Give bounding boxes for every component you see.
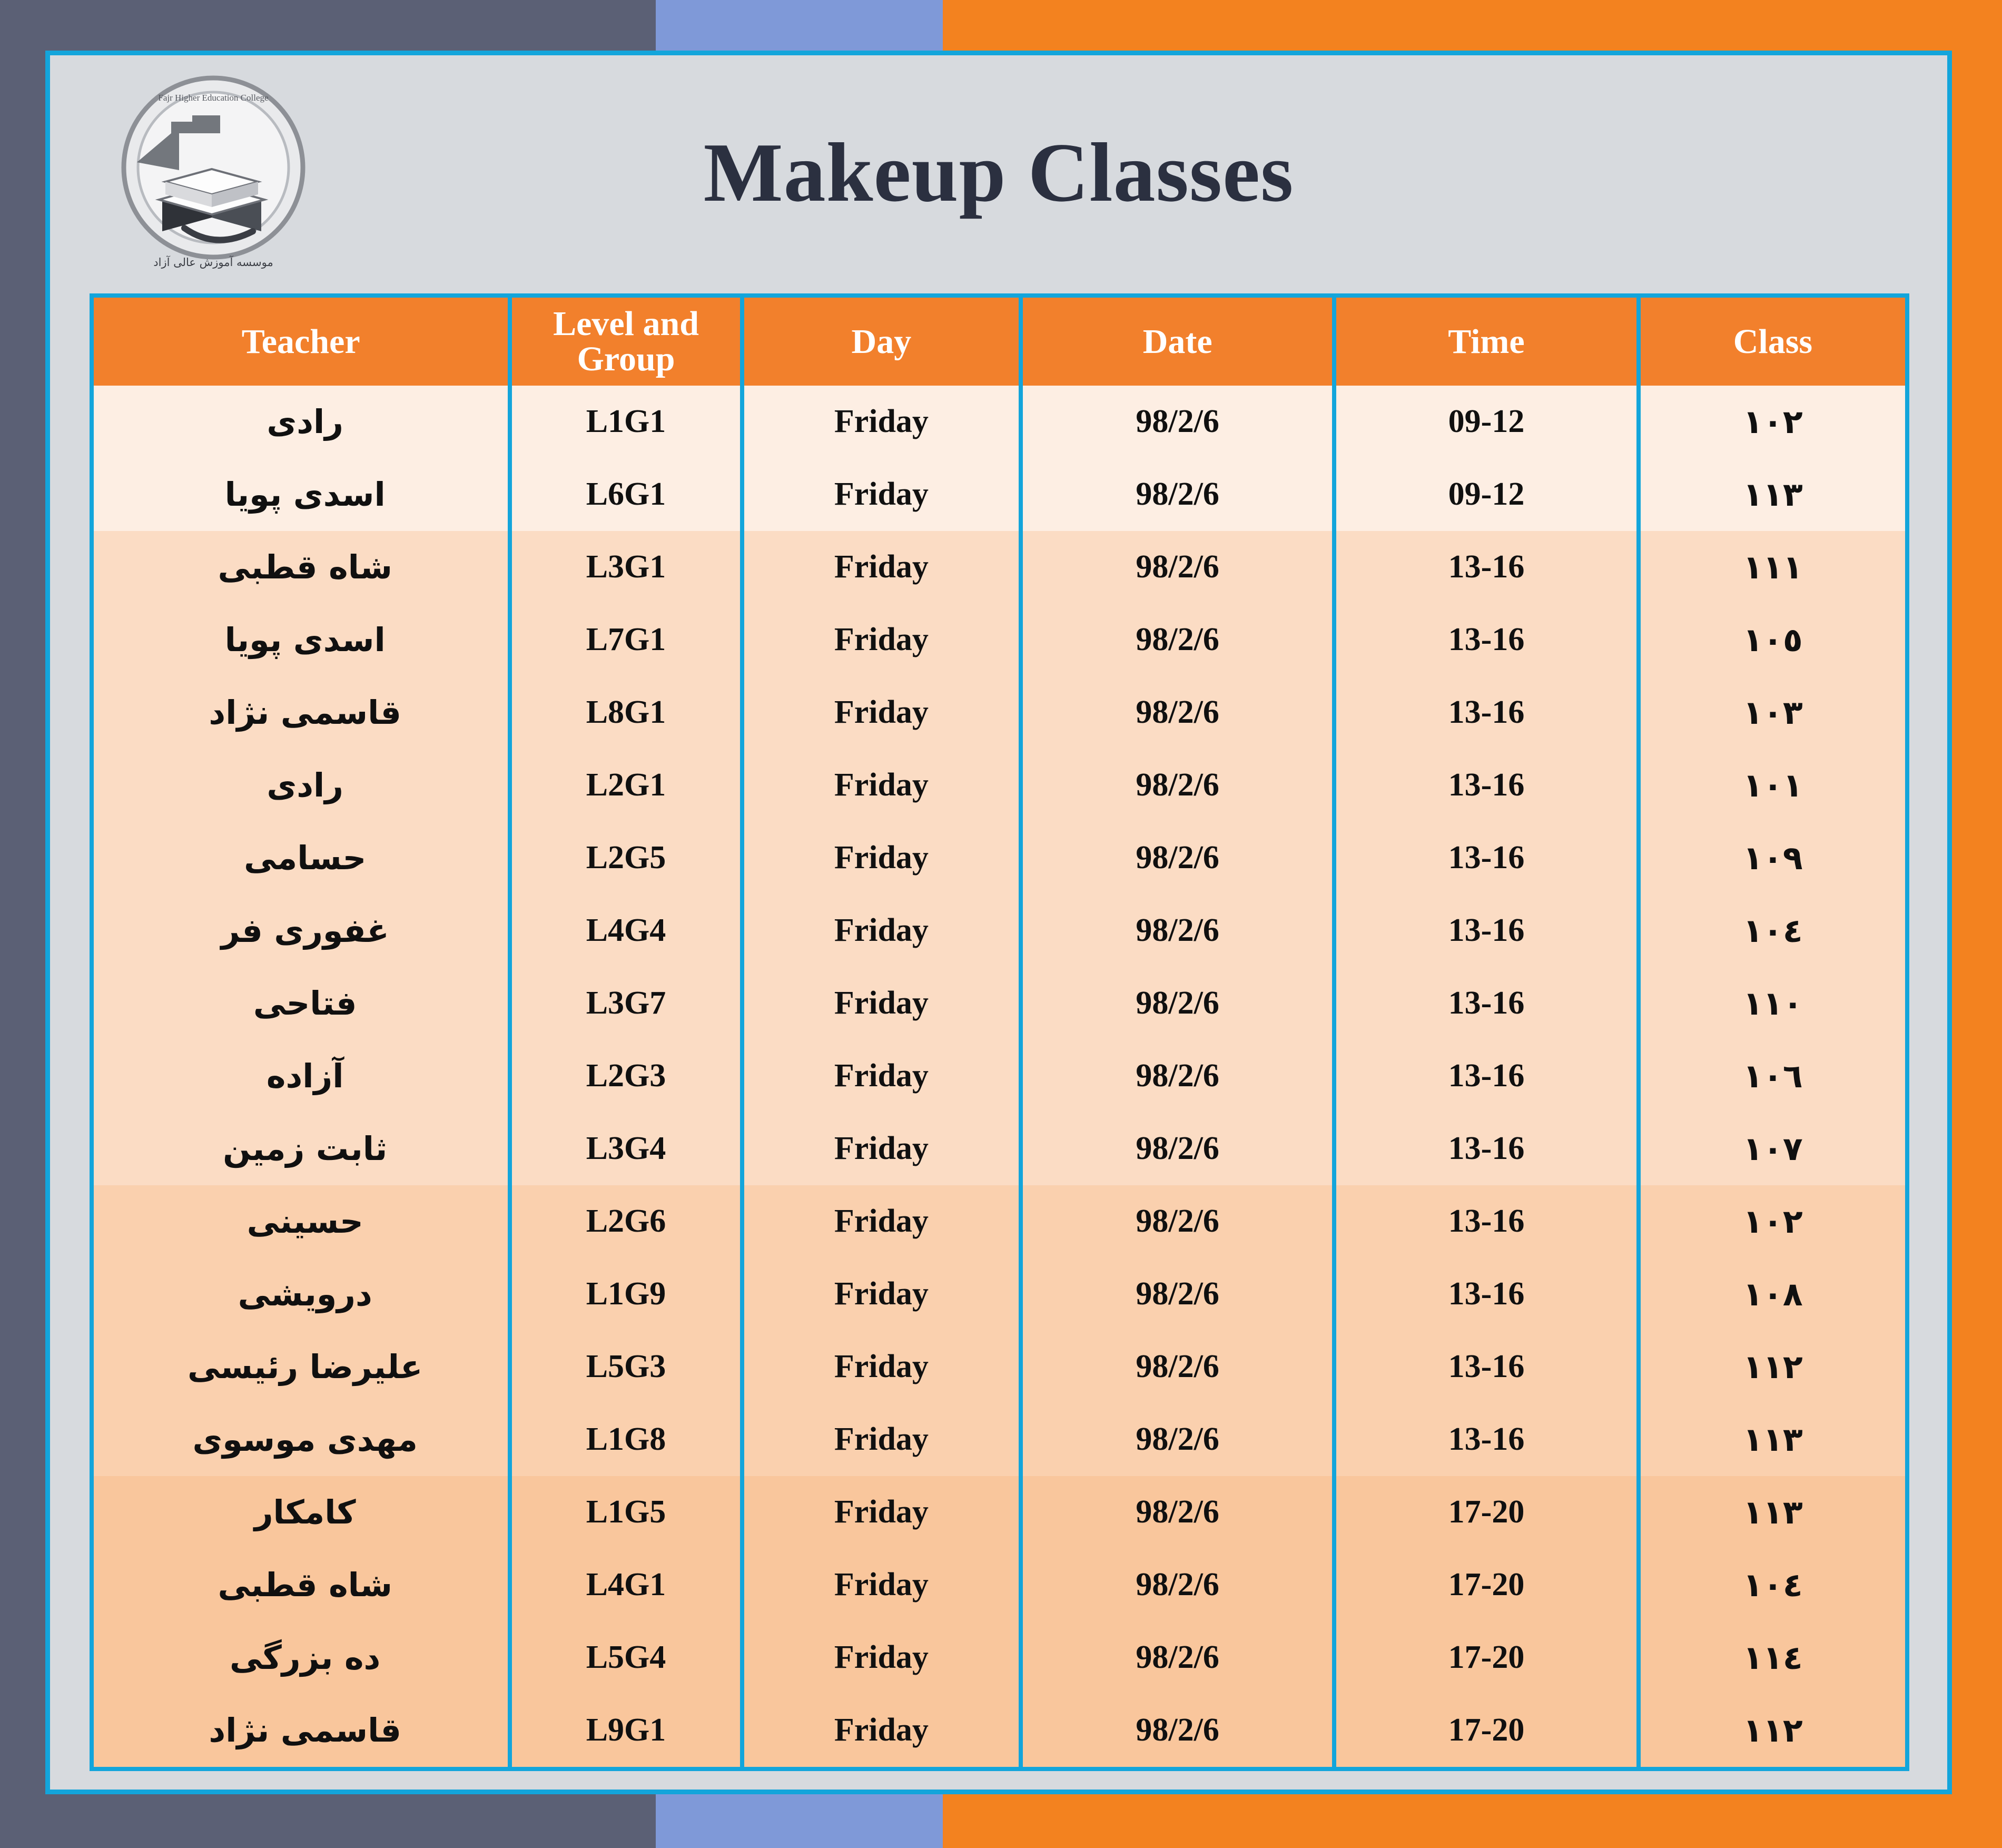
cell-teacher: حسینی: [94, 1185, 512, 1258]
cell-class: ١٠٢: [1641, 386, 1905, 458]
cell-class: ١١١: [1641, 531, 1905, 604]
cell-time: 13-16: [1336, 1258, 1641, 1331]
cell-date: 98/2/6: [1023, 458, 1336, 531]
page-title: Makeup Classes: [703, 125, 1294, 219]
cell-time: 13-16: [1336, 1113, 1641, 1185]
cell-day: Friday: [744, 1258, 1023, 1331]
cell-level-group: L1G5: [512, 1476, 744, 1549]
column-header-class: Class: [1641, 298, 1905, 386]
column-header-day: Day: [744, 298, 1023, 386]
cell-date: 98/2/6: [1023, 531, 1336, 604]
cell-day: Friday: [744, 967, 1023, 1040]
table-row: [94, 894, 1905, 967]
cell-day: Friday: [744, 458, 1023, 531]
cell-time: 13-16: [1336, 822, 1641, 894]
cell-class: ١١٣: [1641, 1403, 1905, 1476]
cell-day: Friday: [744, 894, 1023, 967]
svg-text:موسسه آموزش عالی آزاد: موسسه آموزش عالی آزاد: [153, 256, 273, 269]
cell-level-group: L4G1: [512, 1549, 744, 1621]
svg-text:Fajr Higher Education College: Fajr Higher Education College: [158, 93, 269, 103]
table-row: [94, 1476, 1905, 1549]
cell-time: 17-20: [1336, 1476, 1641, 1549]
cell-date: 98/2/6: [1023, 1185, 1336, 1258]
cell-date: 98/2/6: [1023, 1621, 1336, 1694]
cell-class: ١١٢: [1641, 1694, 1905, 1767]
cell-date: 98/2/6: [1023, 1476, 1336, 1549]
cell-class: ١٠١: [1641, 749, 1905, 822]
cell-teacher: درویشی: [94, 1258, 512, 1331]
cell-teacher: رادی: [94, 386, 512, 458]
column-header-teacher: Teacher: [94, 298, 512, 386]
cell-class: ١٠٢: [1641, 1185, 1905, 1258]
cell-date: 98/2/6: [1023, 386, 1336, 458]
table-row: [94, 1549, 1905, 1621]
cell-date: 98/2/6: [1023, 1113, 1336, 1185]
table-row: [94, 1694, 1905, 1767]
cell-day: Friday: [744, 386, 1023, 458]
cell-day: Friday: [744, 1113, 1023, 1185]
cell-class: ١١٠: [1641, 967, 1905, 1040]
cell-level-group: L6G1: [512, 458, 744, 531]
cell-class: ١٠٧: [1641, 1113, 1905, 1185]
table-row: [94, 1331, 1905, 1403]
cell-class: ١١٣: [1641, 458, 1905, 531]
cell-teacher: فتاحی: [94, 967, 512, 1040]
cell-teacher: آزاده: [94, 1040, 512, 1113]
cell-class: ١١٣: [1641, 1476, 1905, 1549]
schedule-table: [90, 293, 1909, 1771]
cell-time: 13-16: [1336, 894, 1641, 967]
table-row: [94, 822, 1905, 894]
cell-time: 13-16: [1336, 604, 1641, 676]
cell-date: 98/2/6: [1023, 1331, 1336, 1403]
cell-day: Friday: [744, 676, 1023, 749]
cell-date: 98/2/6: [1023, 1549, 1336, 1621]
cell-date: 98/2/6: [1023, 749, 1336, 822]
cell-day: Friday: [744, 822, 1023, 894]
table-row: [94, 458, 1905, 531]
cell-class: ١٠٦: [1641, 1040, 1905, 1113]
table-header-row: [94, 298, 1905, 386]
cell-level-group: L3G7: [512, 967, 744, 1040]
cell-date: 98/2/6: [1023, 1258, 1336, 1331]
cell-level-group: L1G9: [512, 1258, 744, 1331]
cell-time: 13-16: [1336, 1185, 1641, 1258]
cell-level-group: L2G6: [512, 1185, 744, 1258]
cell-level-group: L8G1: [512, 676, 744, 749]
cell-level-group: L3G4: [512, 1113, 744, 1185]
cell-date: 98/2/6: [1023, 1694, 1336, 1767]
column-header-level-group: Level and Group: [512, 298, 744, 386]
cell-day: Friday: [744, 1185, 1023, 1258]
cell-date: 98/2/6: [1023, 822, 1336, 894]
cell-time: 17-20: [1336, 1549, 1641, 1621]
cell-level-group: L3G1: [512, 531, 744, 604]
cell-day: Friday: [744, 1403, 1023, 1476]
cell-day: Friday: [744, 1621, 1023, 1694]
table-body: [94, 386, 1905, 1767]
cell-date: 98/2/6: [1023, 1040, 1336, 1113]
cell-day: Friday: [744, 1040, 1023, 1113]
cell-level-group: L4G4: [512, 894, 744, 967]
cell-time: 09-12: [1336, 458, 1641, 531]
cell-date: 98/2/6: [1023, 894, 1336, 967]
cell-date: 98/2/6: [1023, 604, 1336, 676]
cell-teacher: علیرضا رئیسی: [94, 1331, 512, 1403]
cell-class: ١٠٨: [1641, 1258, 1905, 1331]
table-row: [94, 531, 1905, 604]
cell-day: Friday: [744, 1549, 1023, 1621]
table-row: [94, 1113, 1905, 1185]
cell-level-group: L2G1: [512, 749, 744, 822]
cell-level-group: L5G4: [512, 1621, 744, 1694]
cell-teacher: مهدی موسوی: [94, 1403, 512, 1476]
cell-class: ١٠٤: [1641, 1549, 1905, 1621]
cell-level-group: L1G1: [512, 386, 744, 458]
cell-time: 13-16: [1336, 967, 1641, 1040]
table-row: [94, 676, 1905, 749]
cell-teacher: قاسمی نژاد: [94, 1694, 512, 1767]
cell-time: 17-20: [1336, 1694, 1641, 1767]
cell-time: 13-16: [1336, 676, 1641, 749]
cell-class: ١٠٣: [1641, 676, 1905, 749]
cell-level-group: L2G3: [512, 1040, 744, 1113]
cell-day: Friday: [744, 1694, 1023, 1767]
cell-day: Friday: [744, 1331, 1023, 1403]
cell-day: Friday: [744, 531, 1023, 604]
cell-level-group: L7G1: [512, 604, 744, 676]
cell-date: 98/2/6: [1023, 676, 1336, 749]
cell-teacher: ده بزرگی: [94, 1621, 512, 1694]
cell-teacher: اسدی پویا: [94, 604, 512, 676]
cell-time: 13-16: [1336, 1331, 1641, 1403]
column-header-time: Time: [1336, 298, 1641, 386]
cell-teacher: شاه قطبی: [94, 1549, 512, 1621]
table-row: [94, 604, 1905, 676]
cell-class: ١٠٩: [1641, 822, 1905, 894]
table-row: [94, 1040, 1905, 1113]
cell-time: 13-16: [1336, 1040, 1641, 1113]
cell-level-group: L5G3: [512, 1331, 744, 1403]
cell-class: ١١٤: [1641, 1621, 1905, 1694]
cell-time: 13-16: [1336, 531, 1641, 604]
cell-time: 13-16: [1336, 1403, 1641, 1476]
cell-teacher: اسدی پویا: [94, 458, 512, 531]
table-row: [94, 386, 1905, 458]
cell-level-group: L2G5: [512, 822, 744, 894]
cell-date: 98/2/6: [1023, 967, 1336, 1040]
cell-teacher: قاسمی نژاد: [94, 676, 512, 749]
column-header-date: Date: [1023, 298, 1336, 386]
cell-class: ١٠٥: [1641, 604, 1905, 676]
cell-class: ١٠٤: [1641, 894, 1905, 967]
cell-level-group: L9G1: [512, 1694, 744, 1767]
poster-header: [50, 55, 1947, 282]
cell-day: Friday: [744, 749, 1023, 822]
table-row: [94, 1185, 1905, 1258]
cell-day: Friday: [744, 1476, 1023, 1549]
cell-teacher: حسامی: [94, 822, 512, 894]
table-row: [94, 1621, 1905, 1694]
cell-time: 09-12: [1336, 386, 1641, 458]
table-row: [94, 967, 1905, 1040]
cell-level-group: L1G8: [512, 1403, 744, 1476]
cell-time: 13-16: [1336, 749, 1641, 822]
table-row: [94, 1258, 1905, 1331]
cell-teacher: شاه قطبی: [94, 531, 512, 604]
cell-teacher: رادی: [94, 749, 512, 822]
cell-teacher: ثابت زمین: [94, 1113, 512, 1185]
cell-date: 98/2/6: [1023, 1403, 1336, 1476]
cell-day: Friday: [744, 604, 1023, 676]
content-panel: [45, 51, 1952, 1794]
cell-teacher: غفوری فر: [94, 894, 512, 967]
table-row: [94, 749, 1905, 822]
cell-class: ١١٢: [1641, 1331, 1905, 1403]
table-row: [94, 1403, 1905, 1476]
schedule-table-container: [90, 293, 1909, 1771]
cell-time: 17-20: [1336, 1621, 1641, 1694]
cell-teacher: کامکار: [94, 1476, 512, 1549]
